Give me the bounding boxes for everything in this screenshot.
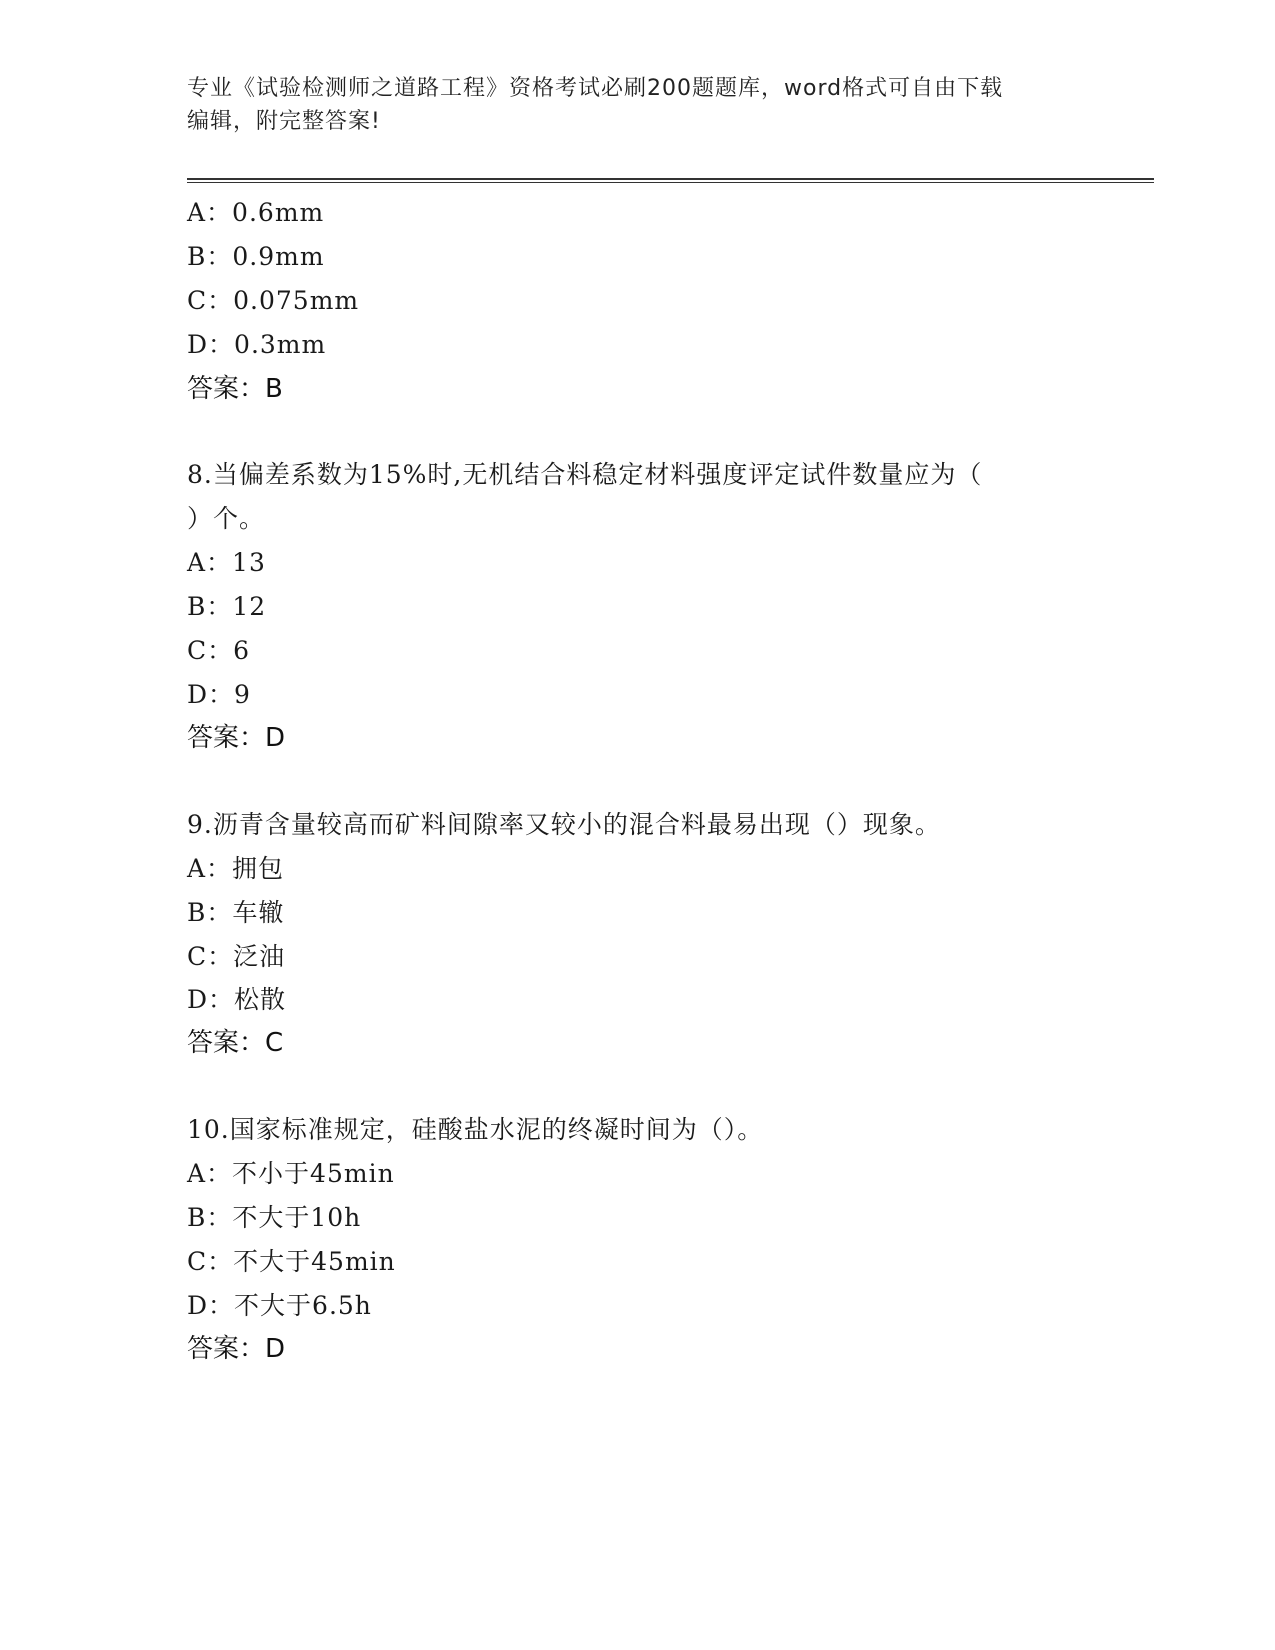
q9-answer: 答案：C	[187, 1028, 284, 1058]
q7-option-b: B：0.9mm	[187, 242, 325, 271]
q8-question-line-2: ）个。	[187, 504, 266, 533]
q9-option-d: D：松散	[187, 985, 287, 1014]
header-divider-thick	[187, 178, 1154, 180]
q7-option-d: D：0.3mm	[187, 330, 327, 359]
q10-option-a: A：不小于45min	[187, 1159, 395, 1188]
q8-option-d: D：9	[187, 680, 251, 709]
q10-option-c: C：不大于45min	[187, 1247, 396, 1276]
q9-option-b: B：车辙	[187, 898, 285, 927]
document-header	[187, 72, 1067, 138]
header-title-line-1: 专业《试验检测师之道路工程》资格考试必刷200题题库，word格式可自由下载	[187, 76, 1004, 101]
q10-option-d: D：不大于6.5h	[187, 1291, 372, 1320]
q10-answer: 答案：D	[187, 1334, 286, 1364]
q8-question-line-1: 8.当偏差系数为15%时,无机结合料稳定材料强度评定试件数量应为（	[187, 460, 983, 489]
q7-option-c: C：0.075mm	[187, 286, 360, 315]
q10-option-b: B：不大于10h	[187, 1203, 362, 1232]
q8-answer: 答案：D	[187, 723, 286, 753]
header-divider-thin	[187, 182, 1154, 183]
q9-option-c: C：泛油	[187, 942, 286, 971]
q10-question: 10.国家标准规定，硅酸盐水泥的终凝时间为（）。	[187, 1115, 764, 1144]
q8-option-c: C：6	[187, 636, 251, 665]
q7-option-a: A：0.6mm	[187, 198, 325, 227]
q9-option-a: A：拥包	[187, 854, 285, 883]
header-title-line-2: 编辑，附完整答案!	[187, 109, 381, 134]
q9-question: 9.沥青含量较高而矿料间隙率又较小的混合料最易出现（）现象。	[187, 810, 941, 839]
q8-option-b: B：12	[187, 592, 267, 621]
q7-answer: 答案：B	[187, 374, 283, 404]
q8-option-a: A：13	[187, 548, 266, 577]
